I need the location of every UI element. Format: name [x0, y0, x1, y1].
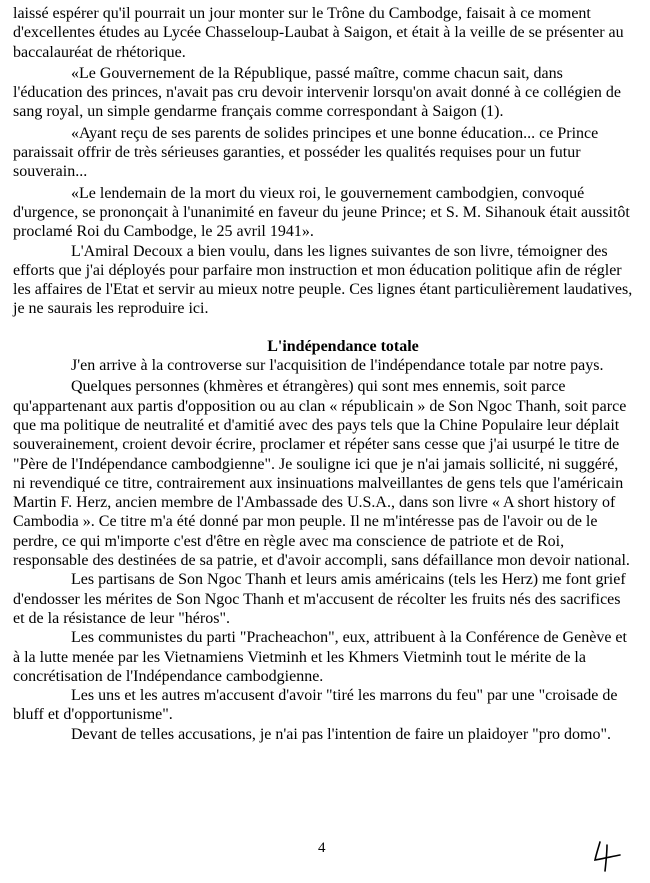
paragraph-quote-education: «Ayant reçu de ses parents de solides principes et une bonne éducation... ce Prince paraissait offrir de très sérieuses garanties, et posséder les qualités requises pour un futur souverain... — [13, 124, 599, 181]
paragraph-pro-domo: Devant de telles accusations, je n'ai pas l'intention de faire un plaidoyer "pro domo". — [71, 725, 611, 743]
paragraph-quote-proclamation: «Le lendemain de la mort du vieux roi, le gouvernement cambodgien, convoqué d'urgence, se prononçait à l'unanimité en faveur du jeune Prince; et S. M. Sihanouk était aussitôt proclamé Roi du Cambodge, le 25 avril 1941». — [13, 184, 630, 241]
paragraph-continuation: laissé espérer qu'il pourrait un jour monter sur le Trône du Cambodge, faisait à ce moment d'excellentes études au Lycée Chasseloup-Laubat à Saigon, et était à la veille de se présenter au baccalauréat de rhétorique. — [13, 5, 624, 61]
handwritten-mark-icon — [586, 839, 622, 873]
paragraph-accusations: Les uns et les autres m'accusent d'avoir "tiré les marrons du feu" par une "croisade de bluff et d'opportunisme". — [13, 687, 618, 724]
page-number: 4 — [318, 840, 326, 856]
paragraph-partisans: Les partisans de Son Ngoc Thanh et leurs amis américains (tels les Herz) me font grief d'endosser les mérites de Son Ngoc Thanh et m'accusent de récolter les fruits nés des sacrifices et de la résistance de leur "héros". — [13, 571, 626, 627]
paragraph-quote-government: «Le Gouvernement de la République, passé maître, comme chacun sait, dans l'éducation des princes, n'avait pas cru devoir intervenir lorsqu'on avait donné à ce collégien de sang royal, un simple gendarme français comme correspondant à Saigon (1). — [13, 64, 621, 121]
paragraph-communists: Les communistes du parti "Pracheachon", eux, attribuent à la Conférence de Genève et à la lutte menée par les Vietnamiens Vietminh et les Khmers Vietminh tout le mérite de la concrétisation de l'Indépendance cambodgienne. — [13, 629, 627, 685]
section-title: L'indépendance totale — [267, 337, 419, 355]
paragraph-admiral-decoux: L'Amiral Decoux a bien voulu, dans les lignes suivantes de son livre, témoigner des efforts que j'ai déployés pour parfaire mon instruction et mon éducation politique afin de régler les affaires de l'Etat et servir au mieux notre peuple. Ces lignes étant particulièrement laudatives, je ne saurais les reproduire ici. — [13, 242, 633, 318]
document-page — [13, 4, 633, 744]
paragraph-controversy: J'en arrive à la controverse sur l'acquisition de l'indépendance totale par notre pays. — [71, 357, 604, 375]
paragraph-enemies: Quelques personnes (khmères et étrangères) qui sont mes ennemis, soit parce qu'appartenant aux partis d'opposition ou au clan « républicain » de Son Ngoc Thanh, soit parce que ma politique de neutralité et d'amitié avec des pays tels que la Chine Populaire leur déplait souverainement, croient devoir écrire, proclamer et répéter sans cesse que j'ai usurpé le titre de "Père de l'Indépendance cambodgienne". Je souligne ici que je n'ai jamais sollicité, ni suggéré, ni revendiqué ce titre, contrairement aux insinuations malveillantes de gens tels que l'américain Martin F. Herz, ancien membre de l'Ambassade des U.S.A., dans son livre « A short history of Cambodia ». Ce titre m'a été donné par mon peuple. Il ne m'intéresse pas de l'avoir ou de le perdre, ce qui m'importe c'est d'être en règle avec ma conscience de patriote et de Roi, responsable des destinées de sa patrie, et d'avoir accompli, sans défaillance mon devoir national. — [13, 378, 630, 570]
